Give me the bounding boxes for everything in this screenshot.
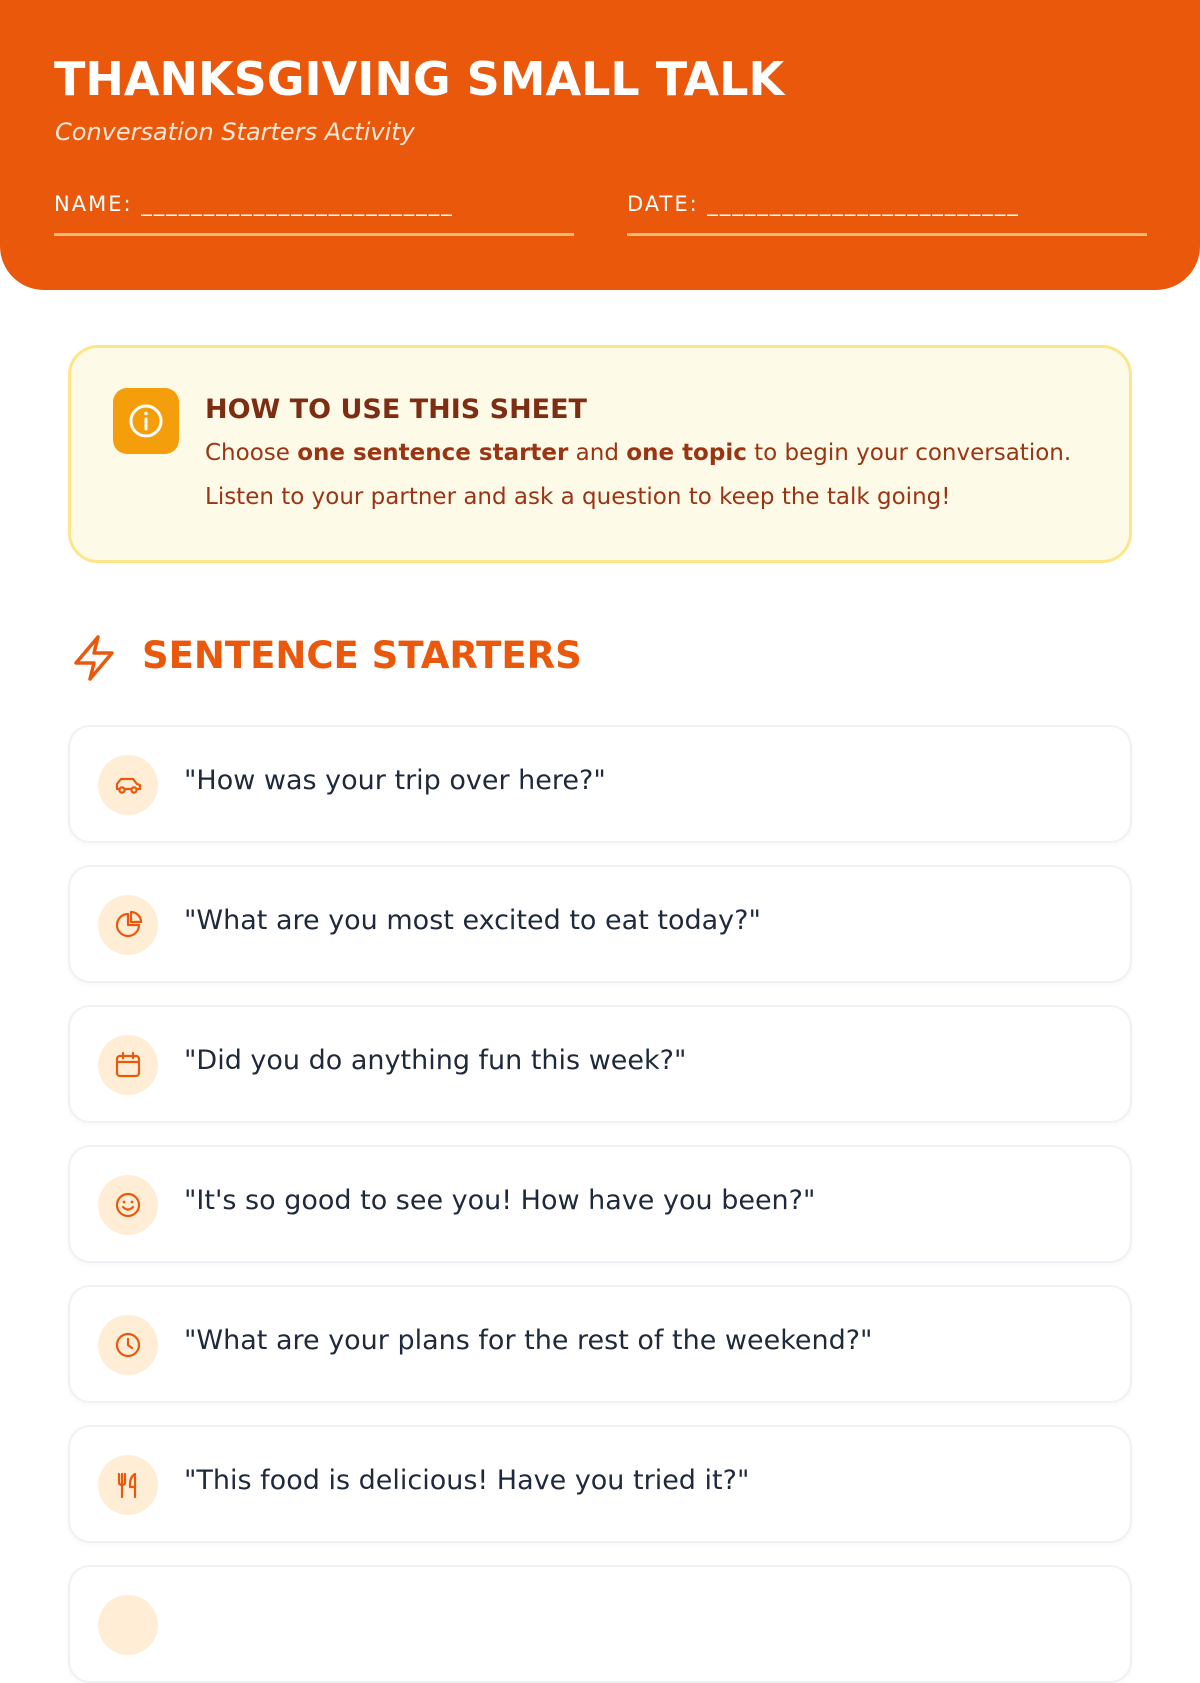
card-icon (98, 1595, 158, 1655)
starter-card[interactable] (68, 1425, 1132, 1543)
car-icon (98, 755, 158, 815)
lightning-icon (70, 633, 118, 683)
starter-text: "What are your plans for the rest of the weekend?" (184, 1325, 873, 1356)
name-field[interactable]: NAME: _________________________ (54, 192, 574, 236)
page-title: THANKSGIVING SMALL TALK (54, 52, 785, 106)
starter-text: "It's so good to see you! How have you been?" (184, 1185, 816, 1216)
pie-chart-icon (98, 895, 158, 955)
section-title: SENTENCE STARTERS (142, 634, 582, 677)
page-subtitle: Conversation Starters Activity (55, 118, 415, 146)
starter-card[interactable] (68, 1285, 1132, 1403)
smile-icon (98, 1175, 158, 1235)
starter-text: "What are you most excited to eat today?" (184, 905, 761, 936)
calendar-icon (98, 1035, 158, 1095)
utensils-icon (98, 1455, 158, 1515)
date-field[interactable]: DATE: _________________________ (627, 192, 1147, 236)
starter-card[interactable] (68, 1145, 1132, 1263)
instructions-box (68, 345, 1132, 563)
instructions-line-1: Choose one sentence starter and one topic to begin your conversation. (205, 440, 1072, 466)
info-icon (113, 388, 179, 454)
starter-text: "Did you do anything fun this week?" (184, 1045, 687, 1076)
starter-card[interactable] (68, 725, 1132, 843)
header (0, 0, 1200, 290)
clock-icon (98, 1315, 158, 1375)
starter-text: "This food is delicious! Have you tried it?" (184, 1465, 750, 1496)
instructions-line-2: Listen to your partner and ask a question to keep the talk going! (205, 484, 951, 510)
instructions-title: HOW TO USE THIS SHEET (205, 394, 587, 425)
starter-card[interactable] (68, 1005, 1132, 1123)
starter-card[interactable] (68, 1565, 1132, 1683)
starter-card[interactable] (68, 865, 1132, 983)
starter-text: "How was your trip over here?" (184, 765, 606, 796)
